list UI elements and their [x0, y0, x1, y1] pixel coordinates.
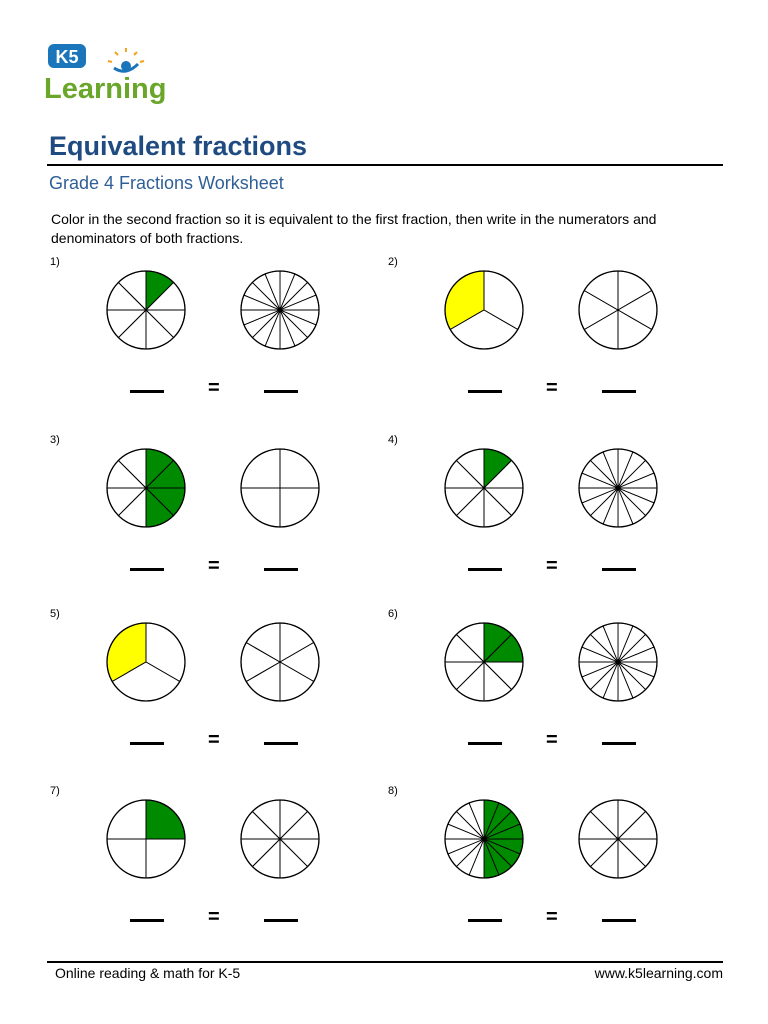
problem-number: 8)	[388, 785, 398, 797]
second-fraction-blank[interactable]	[602, 568, 636, 571]
problem-6	[388, 608, 718, 758]
equals-sign: =	[208, 906, 220, 928]
second-fraction-blank[interactable]	[602, 390, 636, 393]
first-fraction-blank[interactable]	[468, 919, 502, 922]
second-fraction-circle	[576, 620, 660, 704]
second-fraction-circle	[576, 797, 660, 881]
footer-divider	[47, 961, 723, 963]
second-fraction-blank[interactable]	[264, 390, 298, 393]
equals-sign: =	[546, 906, 558, 928]
problem-number: 5)	[50, 608, 60, 620]
equals-sign: =	[208, 729, 220, 751]
first-fraction-blank[interactable]	[130, 568, 164, 571]
first-fraction-blank[interactable]	[130, 919, 164, 922]
instructions: Color in the second fraction so it is equivalent to the first fraction, then write in the numerators and denominators of both fractions.	[51, 211, 657, 246]
problem-number: 2)	[388, 256, 398, 268]
problem-4	[388, 434, 718, 584]
problem-number: 4)	[388, 434, 398, 446]
page-title: Equivalent fractions	[49, 131, 308, 161]
footer-website: www.k5learning.com	[594, 965, 723, 981]
first-fraction-blank[interactable]	[130, 742, 164, 745]
first-fraction-circle	[104, 620, 188, 704]
problem-1	[50, 256, 380, 406]
first-fraction-blank[interactable]	[468, 568, 502, 571]
first-fraction-blank[interactable]	[130, 390, 164, 393]
problem-7	[50, 785, 380, 935]
equals-sign: =	[208, 377, 220, 399]
first-fraction-circle	[442, 446, 526, 530]
second-fraction-blank[interactable]	[602, 742, 636, 745]
problem-number: 1)	[50, 256, 60, 268]
second-fraction-circle	[238, 446, 322, 530]
first-fraction-circle	[104, 797, 188, 881]
first-fraction-circle	[104, 268, 188, 352]
problem-2	[388, 256, 718, 406]
problem-number: 7)	[50, 785, 60, 797]
page-subtitle: Grade 4 Fractions Worksheet	[49, 173, 284, 193]
problem-5	[50, 608, 380, 758]
first-fraction-blank[interactable]	[468, 390, 502, 393]
k5-learning-logo	[40, 42, 180, 106]
first-fraction-circle	[442, 620, 526, 704]
second-fraction-blank[interactable]	[264, 742, 298, 745]
second-fraction-circle	[238, 797, 322, 881]
problem-number: 3)	[50, 434, 60, 446]
equals-sign: =	[208, 555, 220, 577]
title-divider	[47, 164, 723, 166]
svg-text:K5: K5	[55, 47, 79, 67]
equals-sign: =	[546, 377, 558, 399]
svg-text:Learning: Learning	[44, 73, 167, 105]
second-fraction-circle	[238, 620, 322, 704]
second-fraction-circle	[576, 446, 660, 530]
equals-sign: =	[546, 555, 558, 577]
second-fraction-blank[interactable]	[602, 919, 636, 922]
second-fraction-circle	[576, 268, 660, 352]
second-fraction-blank[interactable]	[264, 919, 298, 922]
problem-number: 6)	[388, 608, 398, 620]
first-fraction-circle	[442, 797, 526, 881]
problem-8	[388, 785, 718, 935]
footer-tagline: Online reading & math for K-5	[55, 965, 241, 981]
second-fraction-blank[interactable]	[264, 568, 298, 571]
second-fraction-circle	[238, 268, 322, 352]
first-fraction-blank[interactable]	[468, 742, 502, 745]
equals-sign: =	[546, 729, 558, 751]
first-fraction-circle	[104, 446, 188, 530]
problem-3	[50, 434, 380, 584]
first-fraction-circle	[442, 268, 526, 352]
